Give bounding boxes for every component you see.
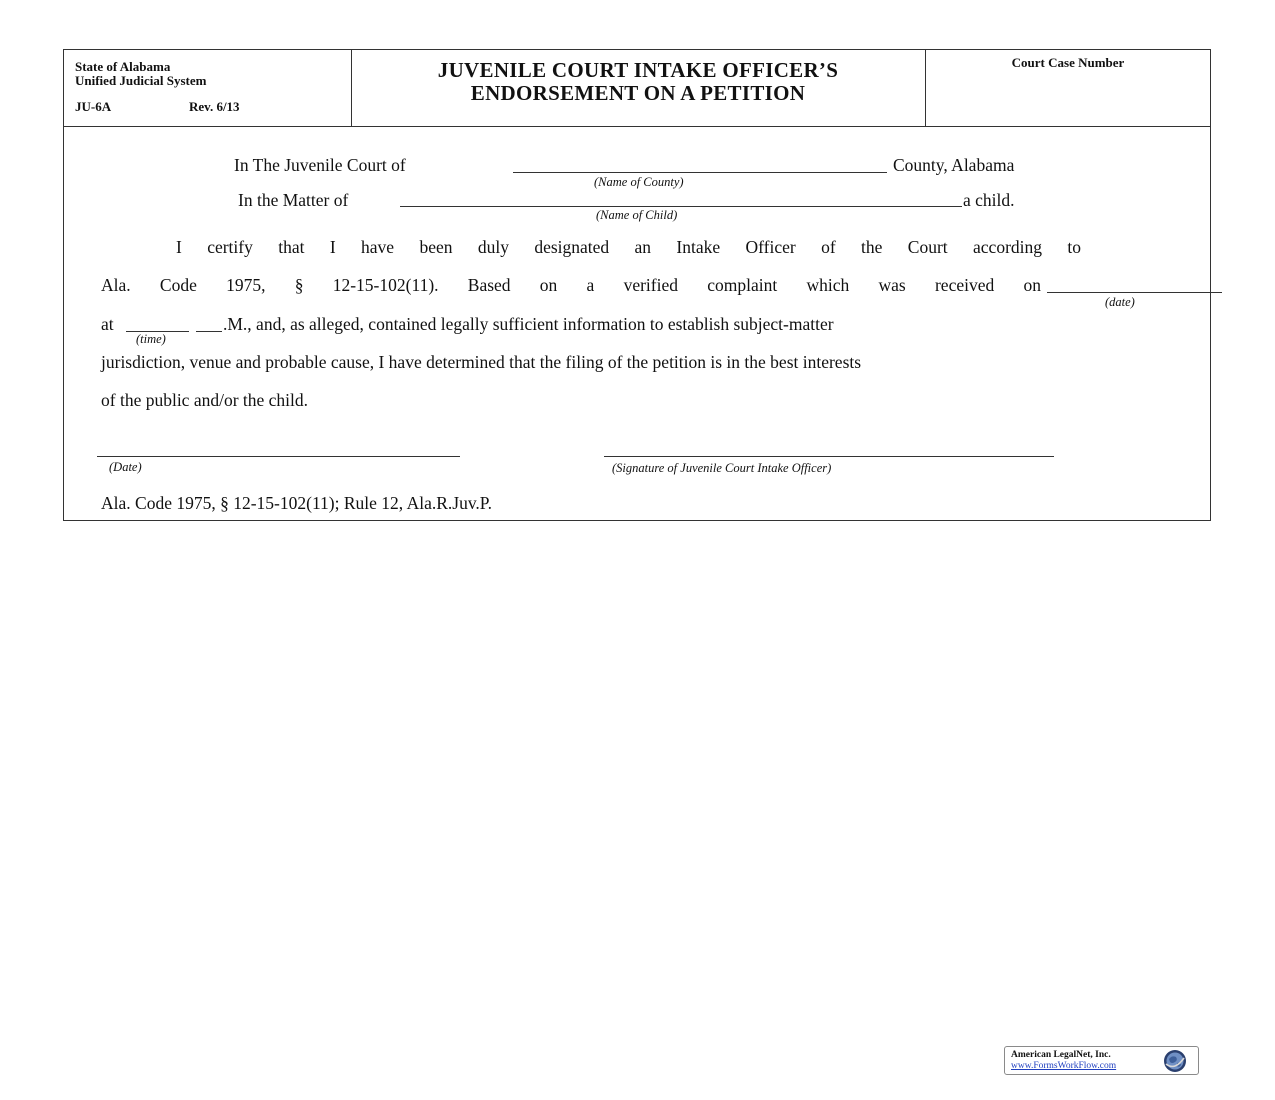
at-label: at [101,314,114,334]
form-title-line2: ENDORSEMENT ON A PETITION [470,81,806,105]
state-label: State of Alabama [75,59,171,74]
child-name-field[interactable] [400,206,962,207]
date-caption: (date) [1105,295,1135,309]
header-left-cell [64,50,352,126]
header-title-cell [351,50,926,126]
header-case-number-cell[interactable] [926,50,1210,126]
signature-date-caption: (Date) [109,460,142,474]
system-label: Unified Judicial System [75,73,207,88]
form-header [64,50,1210,127]
certify-line4: jurisdiction, venue and probable cause, I have determined that the filing of the petition is in the best interests [101,352,862,372]
certify-line3: .M., and, as alleged, contained legally sufficient information to establish subject-matter [223,314,834,334]
form-title-line1: JUVENILE COURT INTAKE OFFICER’S [437,58,839,82]
court-prefix: In The Juvenile Court of [234,155,406,175]
citation-text: Ala. Code 1975, § 12-15-102(11); Rule 12, Ala.R.Juv.P. [101,493,492,513]
officer-signature-field[interactable] [604,456,1054,457]
am-pm-field[interactable] [196,331,222,332]
county-caption: (Name of County) [594,175,684,189]
form-number: JU-6A [75,99,112,114]
american-legalnet-logo [1004,1046,1199,1075]
officer-signature-caption: (Signature of Juvenile Court Intake Officer) [612,461,832,475]
matter-suffix: a child. [963,190,1015,210]
case-number-label: Court Case Number [1011,55,1125,70]
logo-company-name: American LegalNet, Inc. [1011,1050,1111,1060]
logo-website-link[interactable]: www.FormsWorkFlow.com [1011,1061,1117,1071]
globe-icon [1163,1049,1187,1073]
child-caption: (Name of Child) [596,208,678,222]
certify-line5: of the public and/or the child. [101,390,309,410]
county-field[interactable] [513,172,887,173]
court-suffix: County, Alabama [893,155,1015,175]
certify-line2: Ala. Code 1975, § 12-15-102(11). Based on a verified complaint which was received on [101,275,1041,295]
time-caption: (time) [136,332,166,346]
revision-label: Rev. 6/13 [189,99,240,114]
signature-date-field[interactable] [97,456,460,457]
certify-line1: I certify that I have been duly designated an Intake Officer of the Court according to [176,237,1081,257]
matter-prefix: In the Matter of [238,190,349,210]
received-date-field[interactable] [1047,292,1222,293]
